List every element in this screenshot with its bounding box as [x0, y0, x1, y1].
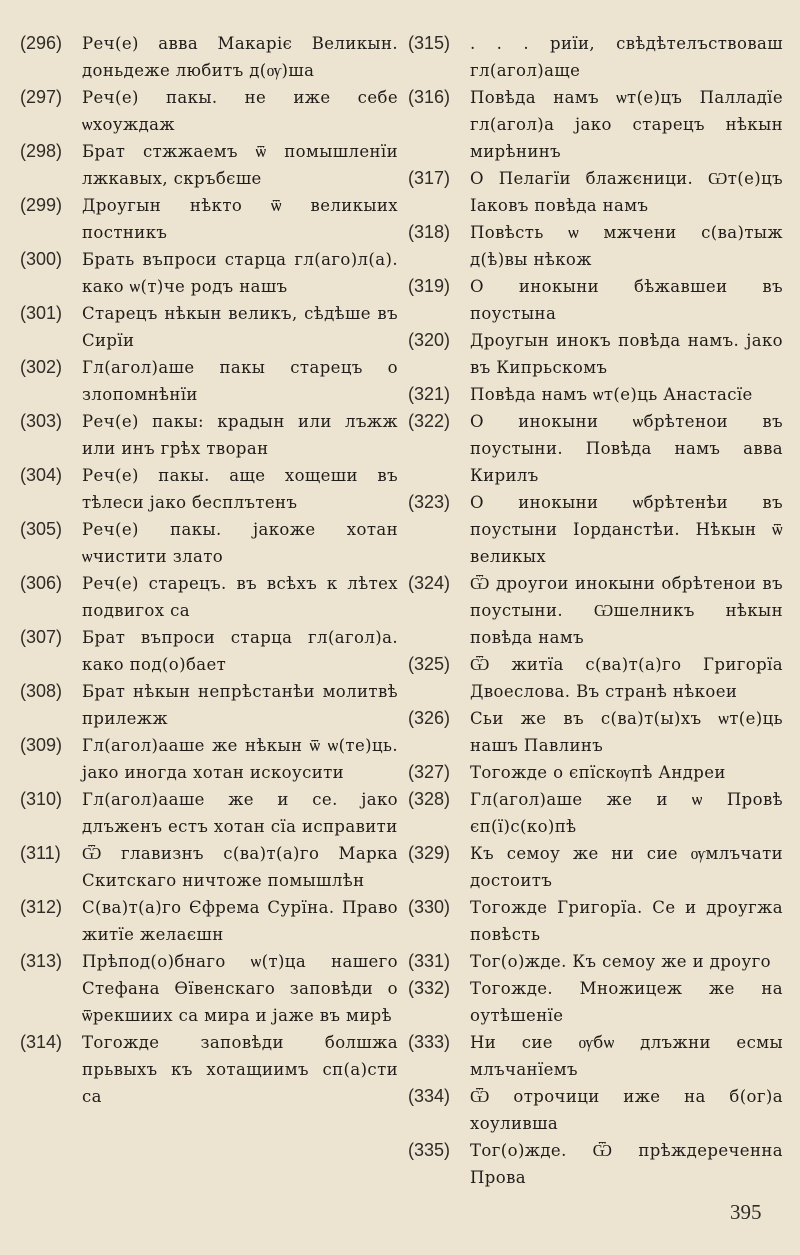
entry-text: О инокыни бѣжавшеи въ поустына — [470, 277, 783, 323]
entry-text: Тогожде заповѣди болшжа прьвыхъ къ хотащиимъ сп(а)сти са — [82, 1033, 398, 1106]
entry — [408, 84, 783, 165]
entry-text: Гл(агол)аше пакы старецъ о злопомнѣнїи — [82, 358, 398, 404]
entry-text: Повѣда намъ ѡт(е)ць Анастасїе — [470, 385, 753, 404]
entry-text: С(ва)т(а)го Єфрема Сурїна. Право житїе желаєшн — [82, 898, 398, 944]
entry-number: (301) — [20, 303, 63, 323]
entry-number: (312) — [20, 897, 63, 917]
entry — [408, 786, 783, 840]
entry-text: Тогожде о єпїскѹпѣ Андреи — [470, 763, 726, 782]
entry — [20, 840, 398, 894]
entry-text: Брать въпроси старца гл(аго)л(а). како ѡ(т)че родъ нашъ — [82, 250, 398, 296]
entry-number: (333) — [408, 1032, 451, 1052]
entry — [20, 354, 398, 408]
entry-number: (319) — [408, 276, 451, 296]
entry — [408, 705, 783, 759]
entry — [20, 300, 398, 354]
entry — [20, 678, 398, 732]
entry — [408, 651, 783, 705]
entry-number: (322) — [408, 411, 451, 431]
entry-number: (307) — [20, 627, 63, 647]
entry-number: (305) — [20, 519, 63, 539]
entry-number: (308) — [20, 681, 63, 701]
entry — [408, 219, 783, 273]
entry-number: (321) — [408, 384, 451, 404]
entry-text: О инокыни ѡбрѣтенои въ поустыни. Повѣда намъ авва Кирилъ — [470, 412, 783, 485]
entry-text: Ѿ дроугои инокыни обрѣтенои въ поустыни. Ѡшелникъ нѣкын повѣда намъ — [470, 574, 783, 647]
entry-text: Гл(агол)аше же и ѡ Провѣ єп(ї)с(ко)пѣ — [470, 790, 783, 836]
entry-text: Прѣпод(о)бнаго ѡ(т)ца нашего Стефана Ѳївенскаго заповѣди о ѿрекшиих са мира и јаже въ мирѣ — [82, 952, 398, 1025]
entry-number: (311) — [20, 843, 61, 863]
entry-text: . . . риїи, свѣдѣтелъствоваш гл(агол)аще — [470, 34, 783, 80]
entry — [408, 1083, 783, 1137]
entry-text: Реч(е) пакы. не иже себе ѡхоуждаж — [82, 88, 398, 134]
entry-number: (324) — [408, 573, 451, 593]
entry-number: (314) — [20, 1032, 63, 1052]
entry — [20, 732, 398, 786]
entry-number: (313) — [20, 951, 63, 971]
entry — [408, 165, 783, 219]
entry-number: (318) — [408, 222, 451, 242]
left-column — [20, 30, 398, 1110]
entry-text: Реч(е) пакы. јакоже хотан ѡчистити злато — [82, 520, 398, 566]
entry-text: Реч(е) старецъ. въ всѣхъ к лѣтех подвигох са — [82, 574, 398, 620]
entry — [408, 1029, 783, 1083]
entry — [408, 840, 783, 894]
entry-number: (299) — [20, 195, 63, 215]
entry-text: Реч(е) авва Макаріє Великын. доньдеже любитъ д(ѹ)ша — [82, 34, 398, 80]
entry-number: (326) — [408, 708, 451, 728]
entry-text: Тогожде Григорїа. Се и дроугжа повѣсть — [470, 898, 783, 944]
right-column — [408, 30, 783, 1191]
entry — [20, 786, 398, 840]
entry-text: Ни сие ѹбѡ длъжни есмы млъчанїемъ — [470, 1033, 783, 1079]
entry-number: (300) — [20, 249, 63, 269]
entry-text: Реч(е) пакы: крадын или лъжж или инъ грѣх творан — [82, 412, 398, 458]
entry — [408, 948, 783, 975]
entry-number: (325) — [408, 654, 451, 674]
entry-number: (334) — [408, 1086, 451, 1106]
entry-number: (317) — [408, 168, 451, 188]
entry — [408, 408, 783, 489]
entry — [20, 30, 398, 84]
entry-number: (316) — [408, 87, 451, 107]
entry-number: (328) — [408, 789, 451, 809]
entry — [408, 1137, 783, 1191]
entry-number: (320) — [408, 330, 451, 350]
entry — [20, 462, 398, 516]
entry-text: Дроугын инокъ повѣда намъ. јако въ Кипрьскомъ — [470, 331, 783, 377]
entry-text: Повѣсть ѡ мжчени с(ва)тыж д(ѣ)вы нѣкож — [470, 223, 783, 269]
entry-text: Тог(о)жде. Къ семоу же и дроуго — [470, 952, 771, 971]
entry — [408, 30, 783, 84]
entry — [20, 1029, 398, 1110]
entry-text: Реч(е) пакы. аще хощеши въ тѣлеси јако бесплътенъ — [82, 466, 398, 512]
entry — [408, 759, 783, 786]
entry-text: Ѿ главизнъ с(ва)т(а)го Марка Скитскаго ничтоже помышлѣн — [82, 844, 398, 890]
entry-number: (306) — [20, 573, 63, 593]
entry-number: (309) — [20, 735, 63, 755]
entry — [20, 624, 398, 678]
entry-text: Гл(агол)ааше же нѣкын ѿ ѡ(те)ць. јако иногда хотан искоусити — [82, 736, 398, 782]
entry — [408, 975, 783, 1029]
entry — [408, 327, 783, 381]
entry-number: (330) — [408, 897, 451, 917]
entry-number: (296) — [20, 33, 63, 53]
entry — [20, 138, 398, 192]
entry-text: Ѿ отрочици иже на б(ог)а хоуливша — [470, 1087, 783, 1133]
entry-text: Брат стжжаемъ ѿ помышленїи лжкавых, скръбєше — [82, 142, 398, 188]
entry-number: (331) — [408, 951, 451, 971]
entry-text: Сьи же въ с(ва)т(ы)хъ ѡт(е)ць нашъ Павлинъ — [470, 709, 783, 755]
entry — [408, 381, 783, 408]
entry-number: (303) — [20, 411, 63, 431]
entry-number: (310) — [20, 789, 63, 809]
entry-number: (298) — [20, 141, 63, 161]
entry-text: Тог(о)жде. Ѿ прѣждереченна Прова — [470, 1141, 783, 1187]
entry — [408, 489, 783, 570]
entry-number: (327) — [408, 762, 451, 782]
entry — [408, 570, 783, 651]
page-number: 395 — [730, 1200, 762, 1224]
entry-text: Къ семоу же ни сие ѹмлъчати достоитъ — [470, 844, 783, 890]
entry-text: Дроугын нѣкто ѿ великыих постникъ — [82, 196, 398, 242]
entry-number: (332) — [408, 978, 451, 998]
entry-number: (315) — [408, 33, 451, 53]
entry — [20, 246, 398, 300]
entry — [20, 84, 398, 138]
entry-number: (297) — [20, 87, 63, 107]
entry — [408, 273, 783, 327]
entry — [408, 894, 783, 948]
entry-number: (335) — [408, 1140, 451, 1160]
entry-text: Брат нѣкын непрѣстанѣи молитвѣ прилежж — [82, 682, 398, 728]
entry-number: (329) — [408, 843, 451, 863]
entry-number: (302) — [20, 357, 63, 377]
entry-text: Брат въпроси старца гл(агол)а. како под(о)бает — [82, 628, 398, 674]
entry-text: Ѿ житїа с(ва)т(а)го Григорїа Двоеслова. Въ странѣ нѣкоеи — [470, 655, 783, 701]
entry-text: Старецъ нѣкын великъ, сѣдѣше въ Сирїи — [82, 304, 398, 350]
entry-number: (323) — [408, 492, 451, 512]
entry-text: Гл(агол)ааше же и се. јако длъженъ естъ хотан сїа исправити — [82, 790, 398, 836]
entry-number: (304) — [20, 465, 63, 485]
entry-text: О инокыни ѡбрѣтенѣи въ поустыни Іорданстѣи. Нѣкын ѿ великых — [470, 493, 783, 566]
entry-text: Повѣда намъ ѡт(е)цъ Палладїе гл(агол)а јако старецъ нѣкын мирѣнинъ — [470, 88, 783, 161]
entry-text: Тогожде. Множицеж же на оутѣшенїе — [470, 979, 783, 1025]
entry-text: О Пелагїи блажєници. Ѡт(е)цъ Іаковъ повѣда намъ — [470, 169, 783, 215]
entry — [20, 192, 398, 246]
entry — [20, 570, 398, 624]
entry — [20, 408, 398, 462]
entry — [20, 948, 398, 1029]
entry — [20, 894, 398, 948]
entry — [20, 516, 398, 570]
